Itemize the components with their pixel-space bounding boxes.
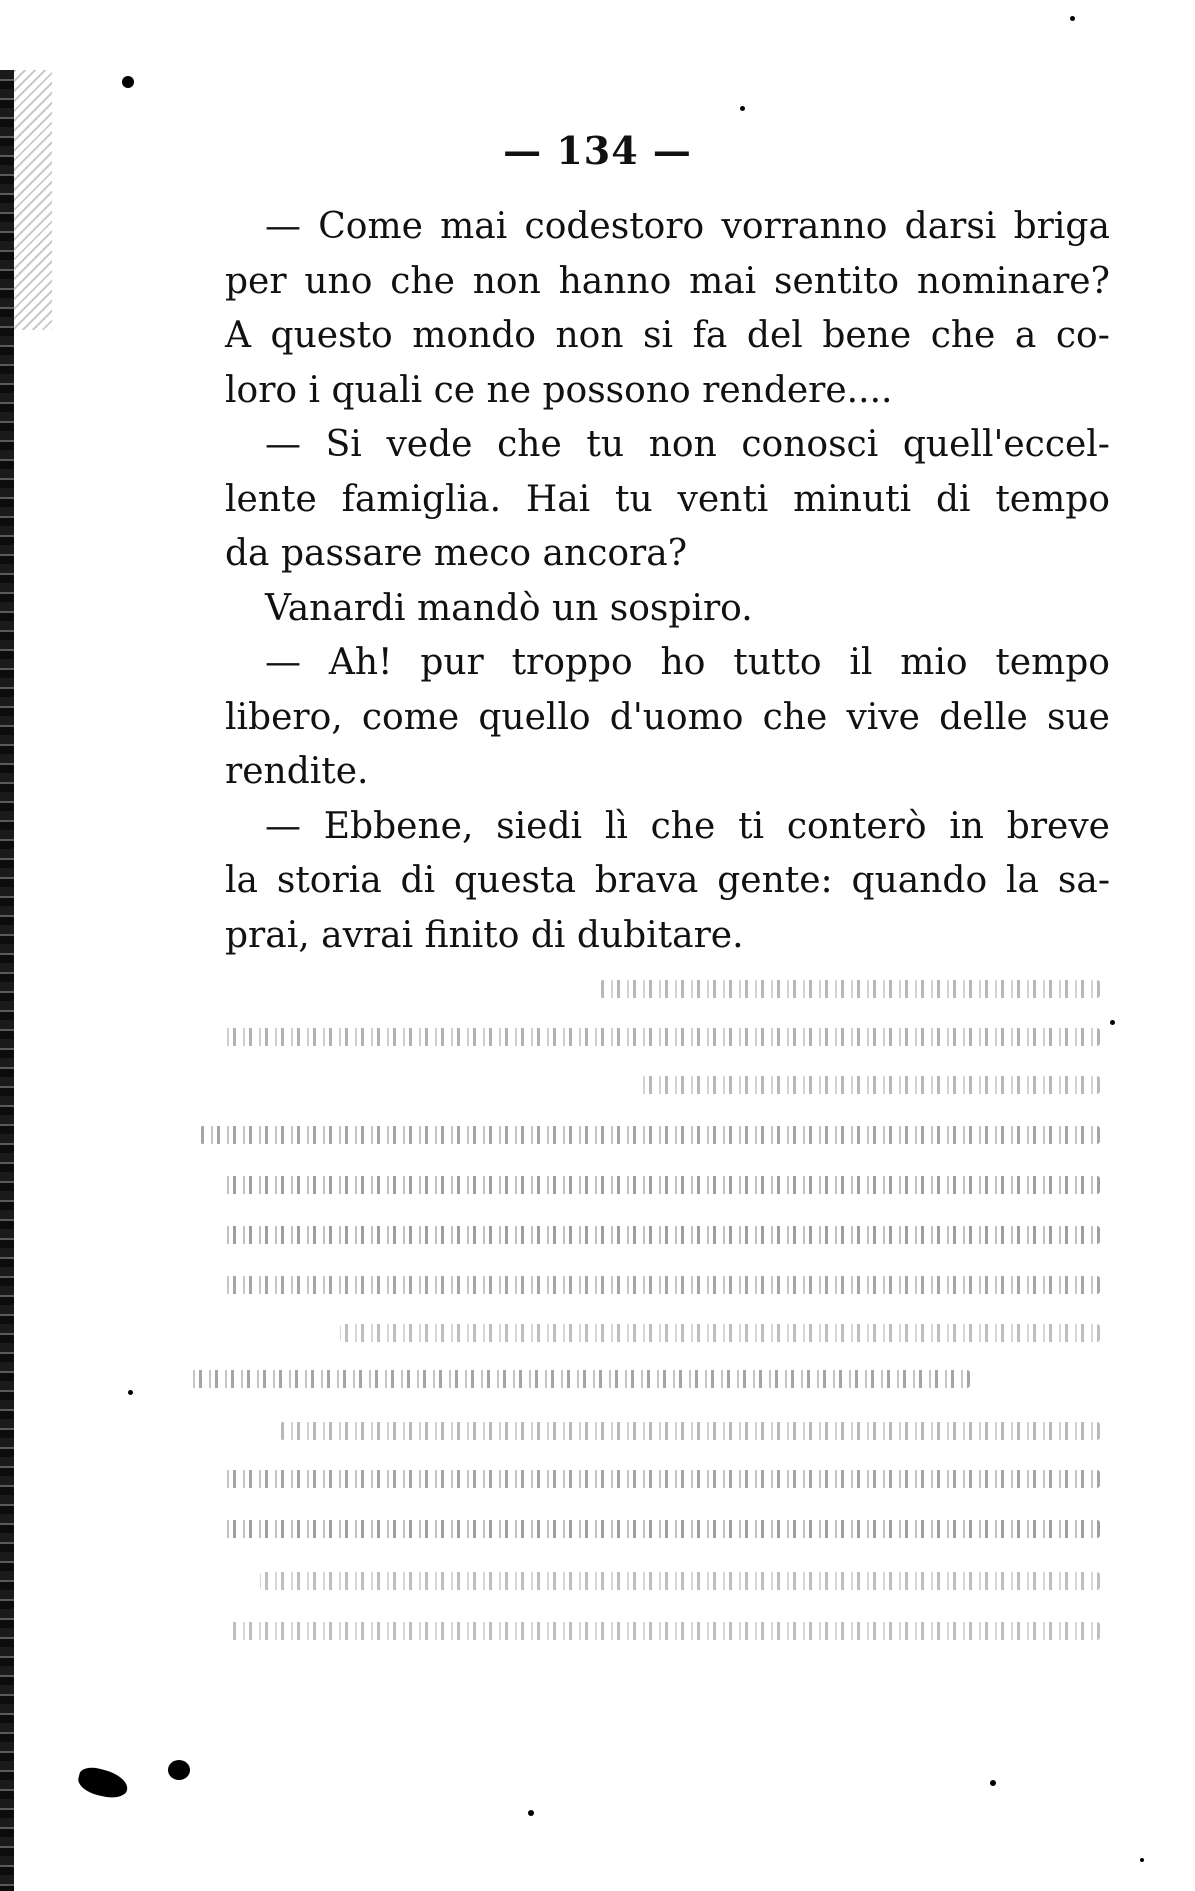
word: ti xyxy=(738,805,765,847)
word: briga xyxy=(1013,206,1110,247)
bleed-through-line xyxy=(200,1126,1100,1144)
scan-speck xyxy=(122,76,134,88)
word: che xyxy=(930,315,996,356)
bleed-through-line xyxy=(220,1176,1100,1194)
word: libero, xyxy=(225,696,343,738)
word: minuti xyxy=(793,478,912,520)
text-line xyxy=(225,854,1110,909)
word: venti xyxy=(677,478,769,520)
page-binding-edge xyxy=(0,70,14,1891)
word: Hai xyxy=(525,478,591,520)
word: di xyxy=(935,478,971,520)
scan-speck xyxy=(128,1390,133,1395)
word: breve xyxy=(1006,805,1110,847)
word: — xyxy=(265,805,301,847)
word: brava xyxy=(594,860,699,901)
word: si xyxy=(643,315,674,356)
text-line xyxy=(225,636,1110,691)
word: bene xyxy=(822,315,912,356)
word: conosci xyxy=(741,424,879,465)
word: troppo xyxy=(511,642,633,683)
text-line xyxy=(225,255,1110,310)
word: quello xyxy=(478,696,591,738)
word: che xyxy=(497,424,562,465)
word: mondo xyxy=(412,315,536,356)
scan-speck xyxy=(1140,1858,1144,1862)
text-line: Vanardi mandò un sospiro. xyxy=(265,587,753,629)
text-line: da passare meco ancora? xyxy=(225,533,688,574)
word: delle xyxy=(939,696,1028,738)
word: questo xyxy=(270,315,393,356)
word: vorranno xyxy=(721,206,888,247)
word: vede xyxy=(386,424,473,465)
text-line: prai, avrai finito di dubitare. xyxy=(225,914,744,956)
word: non xyxy=(648,424,717,465)
word: sue xyxy=(1047,696,1110,738)
word: d'uomo xyxy=(609,696,744,738)
word: non xyxy=(472,260,541,302)
word: come xyxy=(361,696,460,738)
word: Ebbene, xyxy=(323,805,474,847)
word: — xyxy=(265,642,301,683)
bleed-through-line xyxy=(220,1028,1100,1046)
scan-speckle xyxy=(14,70,52,330)
word: questa xyxy=(453,860,576,901)
word: tu xyxy=(615,478,653,520)
word: siedi xyxy=(496,805,583,847)
word: tu xyxy=(586,424,625,465)
bleed-through-line xyxy=(220,1226,1100,1244)
scan-speck xyxy=(1110,1020,1115,1025)
bleed-through-line xyxy=(220,1276,1100,1294)
word: nominare? xyxy=(916,260,1110,302)
bleed-through-line xyxy=(230,1622,1100,1640)
text-line xyxy=(225,800,1110,855)
word: il xyxy=(849,642,873,683)
word: mai xyxy=(689,260,757,302)
scan-speck xyxy=(740,106,745,111)
text-line: loro i quali ce ne possono rendere.... xyxy=(225,369,893,411)
word: quell'eccel- xyxy=(902,424,1110,465)
word: conterò xyxy=(786,805,927,847)
word: che xyxy=(650,805,716,847)
bleed-through-line xyxy=(640,1076,1100,1094)
word: — xyxy=(265,206,301,247)
text-line xyxy=(225,200,1110,255)
ink-blot xyxy=(168,1760,190,1780)
word: famiglia. xyxy=(341,478,502,520)
word: co- xyxy=(1055,315,1110,356)
text-line: rendite. xyxy=(225,751,369,792)
word: gente: xyxy=(717,860,833,901)
bleed-through-line xyxy=(600,980,1100,998)
bleed-through-area xyxy=(220,950,1120,1710)
scan-speck xyxy=(528,1810,534,1816)
word: lì xyxy=(604,805,628,847)
text-line xyxy=(225,309,1110,364)
word: ho xyxy=(660,642,706,683)
word: che xyxy=(762,696,828,738)
word: codestoro xyxy=(524,206,705,247)
text-line xyxy=(225,418,1110,473)
word: Si xyxy=(325,424,362,465)
bleed-through-line xyxy=(220,1470,1100,1488)
word: a xyxy=(1014,315,1037,356)
word: non xyxy=(555,315,624,356)
word: Ah! xyxy=(328,642,393,683)
word: quando xyxy=(851,860,988,901)
bleed-through-line xyxy=(260,1572,1100,1590)
word: pur xyxy=(420,642,484,683)
word: uno xyxy=(304,260,373,302)
bleed-through-line xyxy=(340,1324,1100,1342)
scan-speck xyxy=(1070,16,1075,21)
bleed-through-line xyxy=(190,1370,970,1388)
word: la xyxy=(225,860,258,901)
word: tutto xyxy=(733,642,822,683)
word: di xyxy=(400,860,436,901)
word: sentito xyxy=(774,260,900,302)
word: tempo xyxy=(995,478,1110,520)
word: lente xyxy=(225,478,317,520)
word: in xyxy=(949,805,984,847)
bleed-through-line xyxy=(280,1422,1100,1440)
word: tempo xyxy=(995,642,1110,683)
word: — xyxy=(265,424,301,465)
word: hanno xyxy=(558,260,672,302)
text-line xyxy=(225,473,1110,528)
word: la xyxy=(1006,860,1039,901)
word: storia xyxy=(276,860,382,901)
word: vive xyxy=(846,696,920,738)
word: sa- xyxy=(1057,860,1110,901)
text-line xyxy=(225,691,1110,746)
word: mai xyxy=(440,206,508,247)
ink-blot xyxy=(76,1764,131,1801)
word: che xyxy=(390,260,455,302)
body-text xyxy=(225,200,1110,963)
bleed-through-line xyxy=(220,1520,1100,1538)
word: fa xyxy=(692,315,728,356)
word: per xyxy=(225,260,287,302)
page-number: — 134 — xyxy=(503,128,692,173)
word: Come xyxy=(318,206,423,247)
word: A xyxy=(225,315,251,356)
word: mio xyxy=(900,642,968,683)
word: darsi xyxy=(904,206,997,247)
scan-speck xyxy=(990,1780,996,1786)
word: del xyxy=(746,315,803,356)
